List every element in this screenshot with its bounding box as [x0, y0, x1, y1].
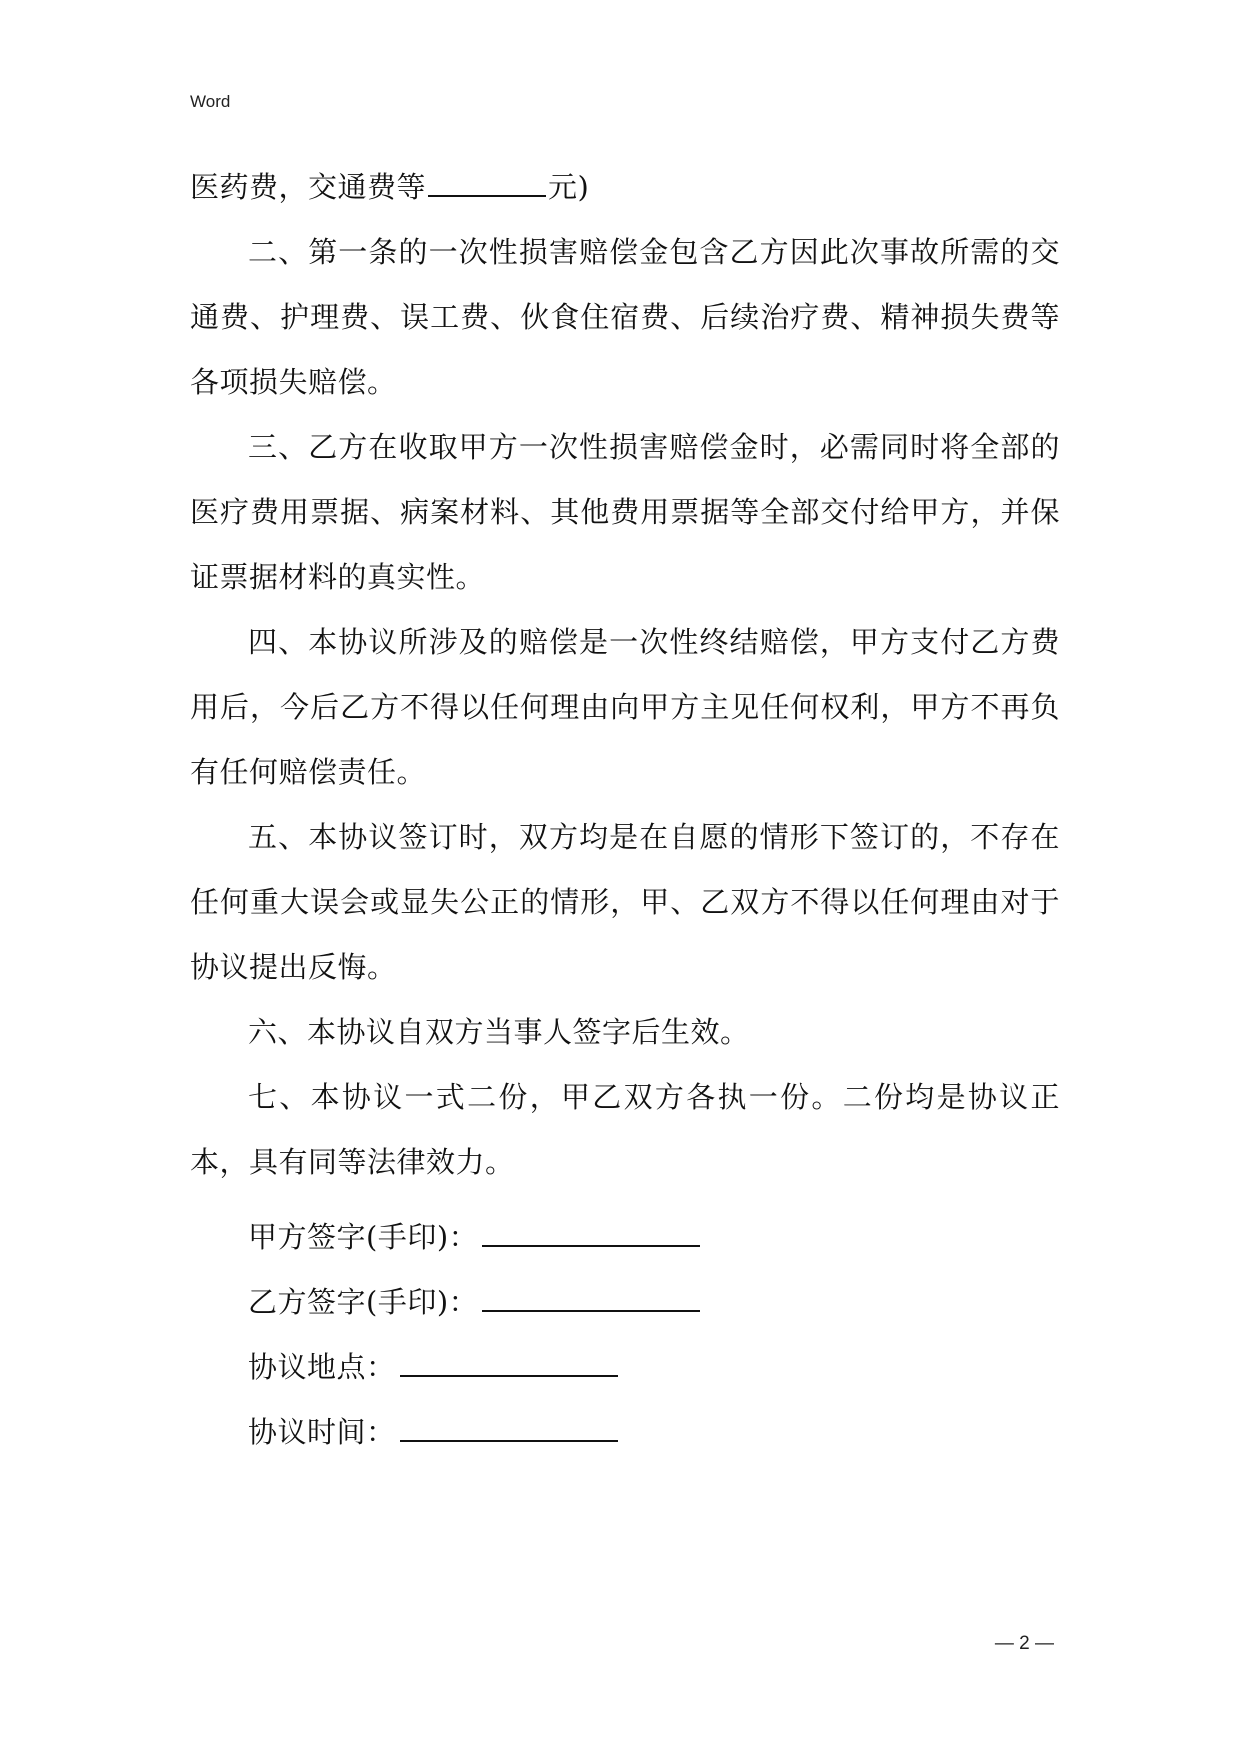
- paragraph-clause-2: 二、第一条的一次性损害赔偿金包含乙方因此次事故所需的交通费、护理费、误工费、伙食住宿费、后续治疗费、精神损失费等各项损失赔偿。: [190, 235, 1060, 399]
- paragraph-clause-3: 三、乙方在收取甲方一次性损害赔偿金时，必需同时将全部的医疗费用票据、病案材料、其他费用票据等全部交付给甲方，并保证票据材料的真实性。: [190, 430, 1060, 594]
- party-b-signature-blank: [482, 1284, 700, 1312]
- agreement-time-blank: [400, 1414, 618, 1442]
- party-b-signature-label: 乙方签字(手印)：: [248, 1285, 479, 1319]
- party-a-signature-line: [248, 1205, 700, 1270]
- agreement-time-line: [248, 1400, 700, 1465]
- paragraph-clause-5: 五、本协议签订时，双方均是在自愿的情形下签订的，不存在任何重大误会或显失公正的情形，甲、乙双方不得以任何理由对于协议提出反悔。: [190, 820, 1060, 984]
- paragraph-clause-4: 四、本协议所涉及的赔偿是一次性终结赔偿，甲方支付乙方费用后，今后乙方不得以任何理由向甲方主见任何权利，甲方不再负有任何赔偿责任。: [190, 625, 1060, 789]
- page-number: — 2 —: [994, 1633, 1054, 1654]
- currency-text: 元): [548, 170, 590, 204]
- paragraph-clause-7: 七、本协议一式二份，甲乙双方各执一份。二份均是协议正本，具有同等法律效力。: [190, 1080, 1060, 1179]
- party-a-signature-label: 甲方签字(手印)：: [248, 1220, 479, 1254]
- agreement-place-blank: [400, 1349, 618, 1377]
- amount-blank: [428, 169, 546, 197]
- party-b-signature-line: [248, 1270, 700, 1335]
- document-body: [190, 155, 1060, 1195]
- expenses-text: 医药费，交通费等: [190, 170, 427, 204]
- signature-block: [248, 1205, 700, 1465]
- document-header-label: Word: [190, 92, 231, 111]
- agreement-place-line: [248, 1335, 700, 1400]
- party-a-signature-blank: [482, 1219, 700, 1247]
- agreement-time-label: 协议时间：: [248, 1415, 396, 1449]
- paragraph-clause-6: 六、本协议自双方当事人签字后生效。: [248, 1015, 750, 1049]
- paragraph-expenses-continued: [190, 155, 1060, 220]
- agreement-place-label: 协议地点：: [248, 1350, 396, 1384]
